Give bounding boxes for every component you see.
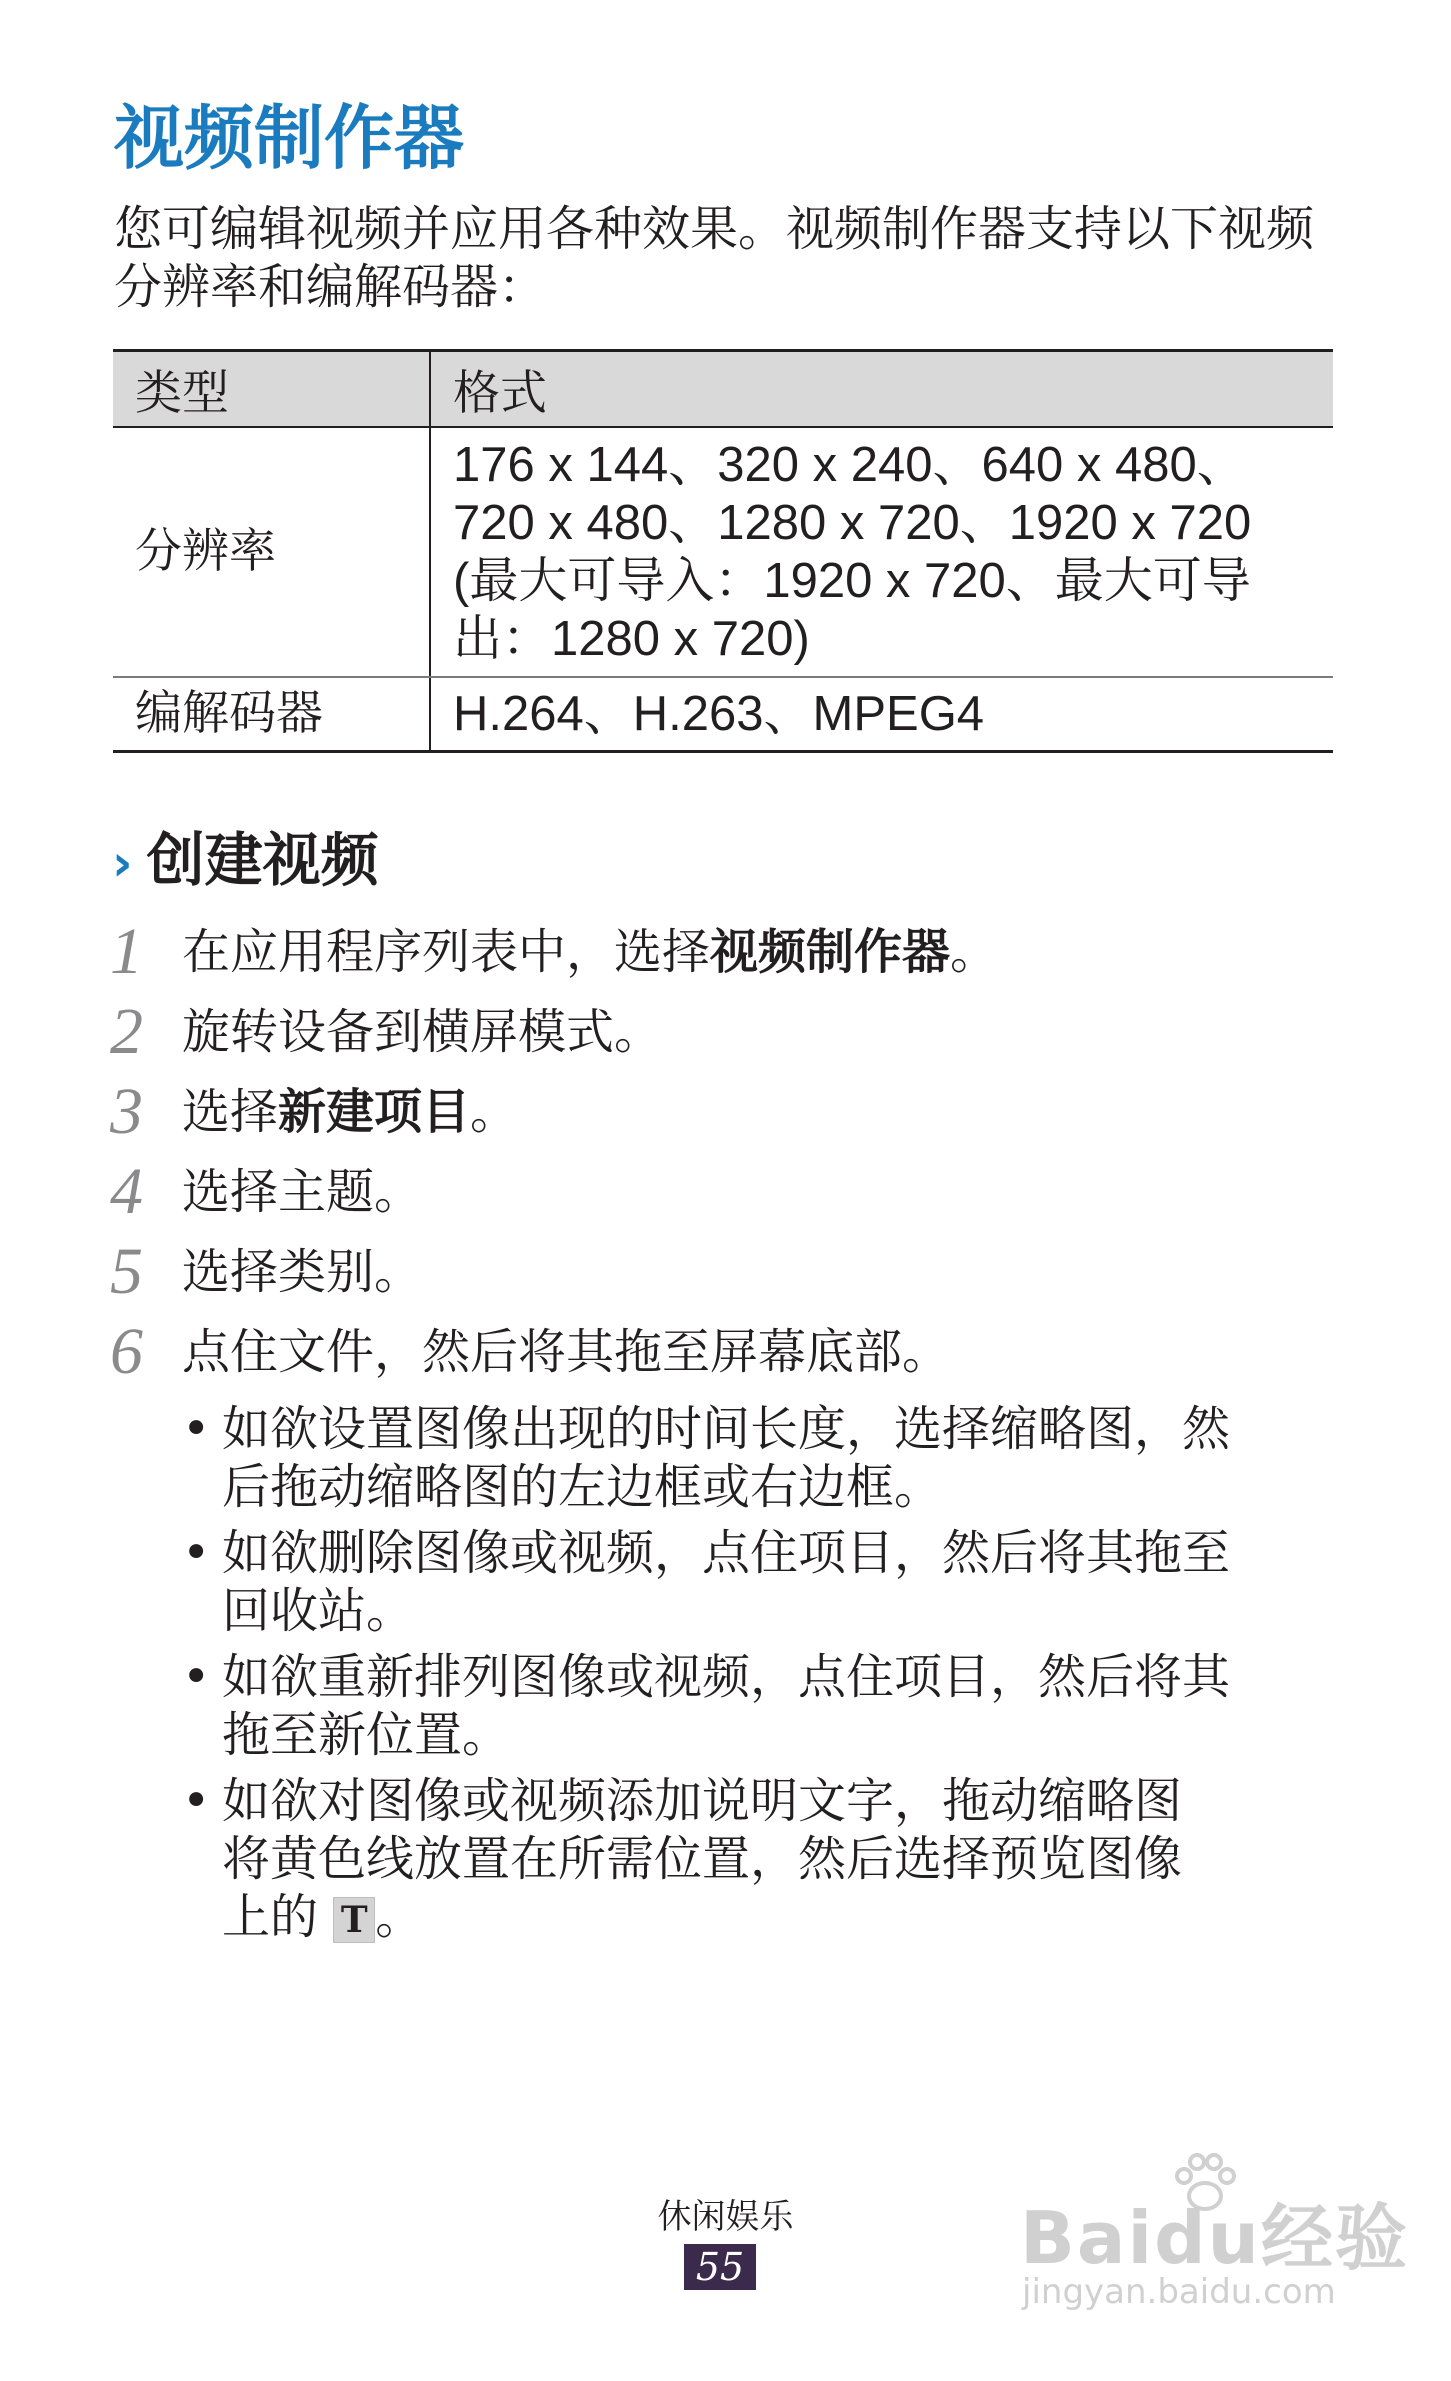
bullet-line: 如欲重新排列图像或视频，点住项目，然后将其 xyxy=(222,1649,1231,1705)
step-text xyxy=(182,1232,422,1312)
section-heading xyxy=(112,820,379,903)
spec-table xyxy=(113,349,1333,753)
format-line: H.264、H.263、MPEG4 xyxy=(453,687,985,741)
page-number: 55 xyxy=(684,2244,756,2290)
bullet-line: 后拖动缩略图的左边框或右边框。 xyxy=(222,1459,943,1515)
table-header-type: 类型 xyxy=(113,351,430,428)
bullet-line xyxy=(222,1888,1348,1946)
step-text xyxy=(182,1072,518,1152)
watermark-url: jingyan.baidu.com xyxy=(1022,2272,1336,2312)
step-text-bold: 视频制作器 xyxy=(710,924,951,980)
step-item xyxy=(110,1232,1350,1312)
step-text-bold: 新建项目 xyxy=(278,1084,471,1140)
bullet-line-text: 上的 xyxy=(222,1889,319,1945)
step-text xyxy=(182,992,662,1072)
intro-paragraph: 您可编辑视频并应用各种效果。视频制作器支持以下视频分辨率和编解码器： xyxy=(114,201,1315,315)
watermark-logo: Baidu经验 xyxy=(1020,2196,1409,2280)
bullet-line: 拖至新位置。 xyxy=(222,1707,511,1763)
bullet-line: 回收站。 xyxy=(222,1583,415,1639)
table-cell-type: 分辨率 xyxy=(113,427,430,677)
step-text-plain: 选择主题。 xyxy=(182,1164,423,1220)
format-line: 720 x 480、1280 x 720、1920 x 720 xyxy=(453,496,1252,550)
bullet-line: 如欲设置图像出现的时间长度，选择缩略图，然 xyxy=(222,1401,1231,1457)
bullet-line: 将黄色线放置在所需位置，然后选择预览图像 xyxy=(222,1831,1183,1887)
step-number: 6 xyxy=(110,1315,143,1388)
step-text xyxy=(182,912,998,992)
watermark xyxy=(1010,2150,1430,2350)
list-item xyxy=(178,1400,1348,1516)
bullet-line: 如欲删除图像或视频，点住项目，然后将其拖至 xyxy=(222,1525,1231,1581)
table-cell-type: 编解码器 xyxy=(113,677,430,752)
step-number: 5 xyxy=(110,1235,143,1308)
table-cell-format xyxy=(430,427,1333,677)
table-header-row xyxy=(113,351,1333,428)
step-text-plain: 。 xyxy=(470,1084,519,1140)
step-text xyxy=(182,1312,950,1392)
bullet-dot-icon: • xyxy=(182,1649,211,1705)
list-item xyxy=(178,1772,1348,1946)
section-heading-text: 创建视频 xyxy=(146,826,379,894)
bullet-dot-icon: • xyxy=(182,1773,211,1829)
page-title: 视频制作器 xyxy=(114,97,464,179)
table-row xyxy=(113,677,1333,752)
step-text-plain: 在应用程序列表中，选择 xyxy=(182,924,711,980)
step-text-plain: 选择 xyxy=(182,1084,279,1140)
bullet-line: 如欲对图像或视频添加说明文字，拖动缩略图 xyxy=(222,1773,1183,1829)
format-line: 176 x 144、320 x 240、640 x 480、 xyxy=(453,438,1246,492)
step-number: 4 xyxy=(110,1155,143,1228)
bullet-dot-icon: • xyxy=(182,1401,211,1457)
format-line: 出：1280 x 720) xyxy=(453,612,810,666)
step-number: 3 xyxy=(110,1075,143,1148)
bullet-dot-icon: • xyxy=(182,1525,211,1581)
step-item xyxy=(110,992,1350,1072)
list-item xyxy=(178,1648,1348,1764)
step-text-plain: 。 xyxy=(950,924,999,980)
format-line: (最大可导入：1920 x 720、最大可导 xyxy=(453,554,1251,608)
chevron-right-icon: › xyxy=(112,834,133,892)
step-item xyxy=(110,912,1350,992)
bullet-line-text: 。 xyxy=(375,1889,424,1945)
footer-section-name: 休闲娱乐 xyxy=(657,2197,794,2237)
step-item xyxy=(110,1072,1350,1152)
bullet-list xyxy=(178,1400,1348,1954)
step-text xyxy=(182,1152,422,1232)
step-item xyxy=(110,1312,1350,1392)
text-caption-icon: T xyxy=(333,1897,375,1943)
table-header-format: 格式 xyxy=(430,351,1333,428)
step-number: 2 xyxy=(110,995,143,1068)
step-text-plain: 选择类别。 xyxy=(182,1244,423,1300)
step-number: 1 xyxy=(110,915,143,988)
step-text-plain: 点住文件，然后将其拖至屏幕底部。 xyxy=(182,1324,951,1380)
table-row xyxy=(113,427,1333,677)
step-item xyxy=(110,1152,1350,1232)
steps-list xyxy=(110,912,1350,1392)
list-item xyxy=(178,1524,1348,1640)
table-cell-format xyxy=(430,677,1333,752)
step-text-plain: 旋转设备到横屏模式。 xyxy=(182,1004,663,1060)
